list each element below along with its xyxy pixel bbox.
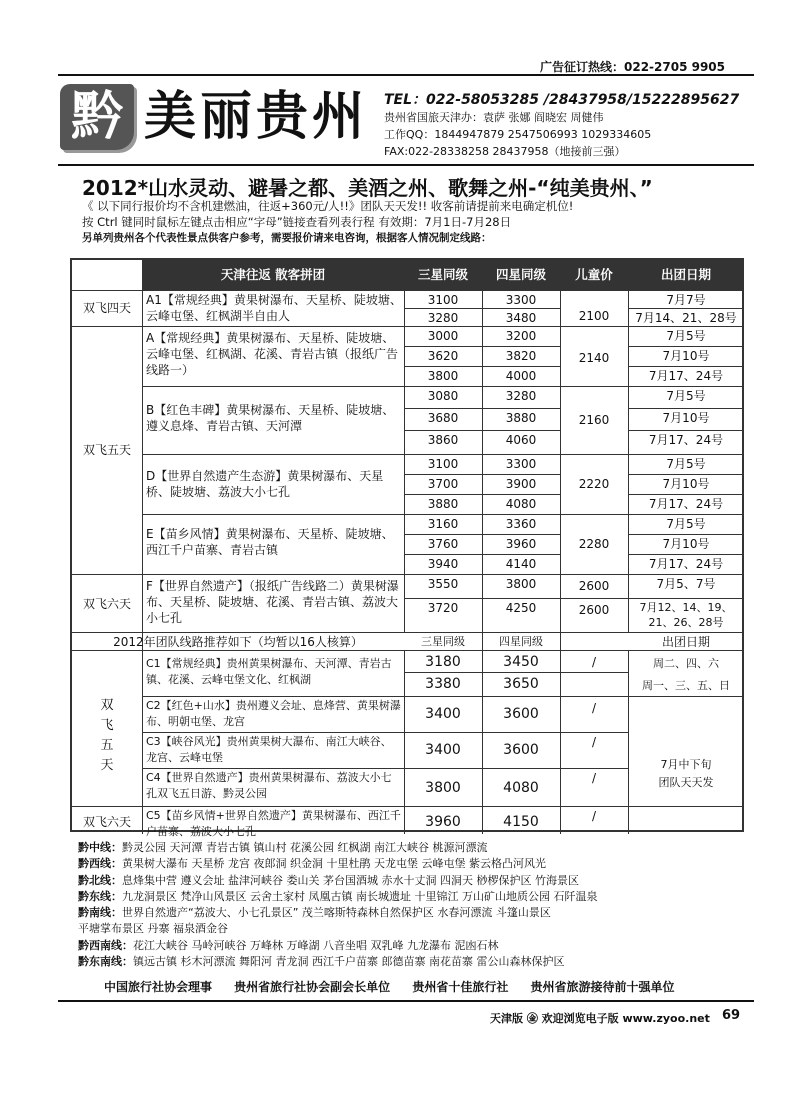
- depart-date: 7月5、7号: [656, 577, 716, 591]
- hdr-star3: 三星同级: [404, 260, 482, 290]
- price-cell: 4250: [505, 601, 537, 615]
- group-team-5d: 双 飞 五 天: [100, 698, 114, 773]
- slash-mark: /: [591, 655, 597, 669]
- depart-date: 7月17、24号: [648, 369, 724, 383]
- depart-date: 7月14、21、28号: [635, 311, 737, 325]
- team-price: 3650: [503, 676, 539, 692]
- page-title: 美丽贵州: [144, 86, 369, 147]
- price-cell: 3100: [427, 457, 459, 471]
- price-cell: 3800: [427, 369, 459, 383]
- price-cell: 4060: [505, 433, 537, 447]
- hdr-route: 天津往返 散客拼团: [142, 260, 404, 290]
- team-date-1: 周二、四、六: [653, 657, 719, 670]
- depart-date: 7月17、24号: [648, 497, 724, 511]
- depart-date: 7月10号: [662, 537, 710, 551]
- team-hdr-star3: 三星同级: [421, 635, 465, 648]
- team-price: 3400: [425, 742, 461, 758]
- price-cell: 3620: [427, 349, 459, 363]
- hdr-star4: 四星同级: [482, 260, 560, 290]
- team-price: 3960: [425, 814, 461, 830]
- notes: [82, 198, 573, 246]
- team-heading: 2012年团队线路推荐如下（均暂以16人核算）: [113, 635, 363, 649]
- edition-line[interactable]: 天津版 ㊎ 欢迎浏览电子版 www.zyoo.net: [490, 1012, 710, 1025]
- depart-date: 7月10号: [662, 477, 710, 491]
- region-row: 黔东南线：镇远古镇 杉木河漂流 舞阳河 青龙洞 西江千户苗寨 郎德苗寨 南花苗寨 雷公山森林保护区: [78, 955, 565, 969]
- slash-mark: /: [591, 735, 597, 749]
- price-cell: 3480: [505, 311, 537, 325]
- price-cell: 3280: [427, 311, 459, 325]
- team-date-2: 周一、三、五、日: [642, 679, 730, 692]
- logo: 黔: [60, 84, 134, 150]
- fax-line: FAX:022-28338258 28437958（地接前三强）: [384, 145, 626, 158]
- region-row: 黔北线：息烽集中营 遵义会址 盐津河峡谷 娄山关 茅台国酒城 赤水十丈洞 四洞天 桫椤保护区 竹海景区: [78, 873, 579, 887]
- note-price: 《 以下同行报价均不含机建燃油，往返+360元/人!!》团队天天发!! 收客前请提前来电确定机位!: [82, 199, 574, 213]
- note-custom: 另单列贵州各个代表性景点供客户参考，需要报价请来电咨询，根据客人情况制定线路：: [82, 232, 492, 244]
- group-2f5d: 双飞五天: [82, 443, 131, 457]
- price-cell: 4000: [505, 369, 537, 383]
- child-f1: 2600: [578, 579, 610, 593]
- price-table: [70, 258, 744, 838]
- route-e[interactable]: E【苗乡风情】黄果树瀑布、天星桥、陡坡塘、西江千户苗寨、青岩古镇: [146, 527, 394, 557]
- child-b: 2160: [578, 413, 610, 427]
- route-a1[interactable]: A1【常规经典】黄果树瀑布、天星桥、陡坡塘、云峰屯堡、红枫湖半自由人: [146, 293, 402, 323]
- depart-date: 7月10号: [662, 411, 710, 425]
- depart-date: 7月5号: [666, 517, 706, 531]
- qq-line: 工作QQ：1844947879 2547506993 1029334605: [384, 128, 652, 141]
- team-route-c4[interactable]: C4【世界自然遗产】贵州黄果树瀑布、荔波大小七孔双飞五日游、黔灵公园: [146, 771, 392, 800]
- header-rule: [58, 164, 754, 166]
- price-cell: 3880: [505, 411, 537, 425]
- price-cell: 3200: [505, 329, 537, 343]
- price-cell: 3680: [427, 411, 459, 425]
- child-a1: 2100: [578, 309, 610, 323]
- depart-date: 7月5号: [666, 457, 706, 471]
- price-cell: 3160: [427, 517, 459, 531]
- depart-date: 7月5号: [666, 389, 706, 403]
- depart-date: 7月7号: [666, 293, 706, 307]
- note-link: 按 Ctrl 键同时鼠标左键点击相应“字母”链接查看列表行程 有效期：7月1日-7月28日: [82, 215, 512, 229]
- slash-mark: /: [591, 701, 597, 715]
- price-cell: 3100: [427, 293, 459, 307]
- price-cell: 3000: [427, 329, 459, 343]
- team-route-c2[interactable]: C2【红色+山水】贵州遵义会址、息烽营、黄果树瀑布、明朝屯堡、龙宫: [146, 699, 401, 728]
- team-price: 3450: [503, 654, 539, 670]
- region-row: 黔南线：世界自然遗产“荔波大、小七孔景区” 茂兰喀斯特森林自然保护区 水春河漂流 斗篷山景区: [78, 906, 551, 920]
- page-number: 69: [722, 1008, 741, 1023]
- price-cell: 3960: [505, 537, 537, 551]
- child-f2: 2600: [578, 603, 610, 617]
- group-2f4d: 双飞四天: [82, 301, 131, 315]
- depart-date: 7月17、24号: [648, 557, 724, 571]
- price-cell: 4080: [505, 497, 537, 511]
- region-row: 平塘掌布景区 丹寨 福泉酒金谷: [78, 922, 228, 936]
- price-cell: 3700: [427, 477, 459, 491]
- slash-mark: /: [591, 809, 597, 823]
- child-a: 2140: [578, 351, 610, 365]
- team-price: 3380: [425, 676, 461, 692]
- tel-line: TEL：022-58053285 /28437958/15222895627: [384, 92, 740, 108]
- office-line: 贵州省国旅天津办：袁萨 张娜 阎晓宏 周健伟: [384, 111, 604, 124]
- slash-mark: /: [591, 771, 597, 785]
- price-cell: 3300: [505, 293, 537, 307]
- price-cell: 3820: [505, 349, 537, 363]
- child-e: 2280: [578, 537, 610, 551]
- team-price: 3600: [503, 706, 539, 722]
- price-cell: 3940: [427, 557, 459, 571]
- top-rule: [58, 74, 754, 76]
- price-cell: 3860: [427, 433, 459, 447]
- team-price: 3800: [425, 780, 461, 796]
- depart-date: 7月12、14、19、21、26、28号: [639, 601, 733, 629]
- price-cell: 3800: [505, 577, 537, 591]
- team-hdr-star4: 四星同级: [499, 635, 543, 648]
- depart-date: 7月10号: [662, 349, 710, 363]
- headline: 2012*山水灵动、避暑之都、美酒之州、歌舞之州-“纯美贵州、”: [82, 176, 653, 200]
- depart-date: 7月5号: [666, 329, 706, 343]
- team-price: 4150: [503, 814, 539, 830]
- child-d: 2220: [578, 477, 610, 491]
- price-cell: 3300: [505, 457, 537, 471]
- route-b[interactable]: B【红色丰碑】黄果树瀑布、天星桥、陡坡塘、遵义息烽、青岩古镇、天河潭: [146, 403, 395, 433]
- depart-date: 7月17、24号: [648, 433, 724, 447]
- team-route-c5[interactable]: C5【苗乡风情+世界自然遗产】黄果树瀑布、西江千户苗寨、荔波大小七孔: [146, 809, 401, 838]
- price-cell: 3080: [427, 389, 459, 403]
- price-cell: 3880: [427, 497, 459, 511]
- team-route-c1[interactable]: C1【常规经典】贵州黄果树瀑布、天河潭、青岩古镇、花溪、云峰屯堡文化、红枫湖: [146, 657, 392, 686]
- price-cell: 3360: [505, 517, 537, 531]
- team-price: 3180: [425, 654, 461, 670]
- hdr-dates: 出团日期: [628, 260, 744, 290]
- team-price: 3400: [425, 706, 461, 722]
- price-cell: 3760: [427, 537, 459, 551]
- price-cell: 3720: [427, 601, 459, 615]
- price-cell: 3900: [505, 477, 537, 491]
- bottom-rule: [58, 1000, 754, 1002]
- route-f[interactable]: F【世界自然遗产】（报纸广告线路二）黄果树瀑布、天星桥、陡坡塘、花溪、青岩古镇、荔波大小七孔: [146, 579, 399, 625]
- price-cell: 3280: [505, 389, 537, 403]
- contact-block: [384, 92, 739, 160]
- route-d[interactable]: D【世界自然遗产生态游】黄果树瀑布、天星桥、陡坡塘、荔波大小七孔: [146, 469, 384, 499]
- price-cell: 3550: [427, 577, 459, 591]
- region-row: 黔东线：九龙洞景区 梵净山风景区 云舍土家村 凤凰古镇 南长城遗址 十里锦江 万山矿山地质公园 石阡温泉: [78, 889, 598, 903]
- region-list: [78, 840, 597, 970]
- region-row: 黔西南线：花江大峡谷 马岭河峡谷 万峰林 万峰湖 八音坐唱 双乳峰 九龙瀑布 泥凼石林: [78, 938, 499, 952]
- footer-credentials: 中国旅行社协会理事 贵州省旅行社协会副会长单位 贵州省十佳旅行社 贵州省旅游接待前十强单位: [104, 980, 675, 994]
- ad-hotline: 广告征订热线：022-2705 9905: [540, 60, 726, 74]
- group-2f6d: 双飞六天: [82, 597, 131, 611]
- region-row: 黔中线：黔灵公园 天河潭 青岩古镇 镇山村 花溪公园 红枫湖 南江大峡谷 桃源河漂流: [78, 841, 488, 854]
- team-hdr-dates: 出团日期: [661, 635, 710, 649]
- team-price: 3600: [503, 742, 539, 758]
- region-row: 黔西线：黄果树大瀑布 天星桥 龙宫 夜郎洞 织金洞 十里杜鹃 天龙屯堡 云峰屯堡 紫云格凸河风光: [78, 857, 546, 871]
- team-date-3: 7月中下旬 团队天天发: [658, 758, 714, 789]
- hdr-child: 儿童价: [560, 260, 628, 290]
- group-team-6d: 双飞六天: [82, 815, 131, 829]
- route-a[interactable]: A【常规经典】黄果树瀑布、天星桥、陡坡塘、云峰屯堡、红枫湖、花溪、青岩古镇（报纸广告线路一）: [146, 331, 399, 377]
- team-price: 4080: [503, 780, 539, 796]
- price-cell: 4140: [505, 557, 537, 571]
- team-route-c3[interactable]: C3【峡谷风光】贵州黄果树大瀑布、南江大峡谷、龙宫、云峰屯堡: [146, 735, 392, 764]
